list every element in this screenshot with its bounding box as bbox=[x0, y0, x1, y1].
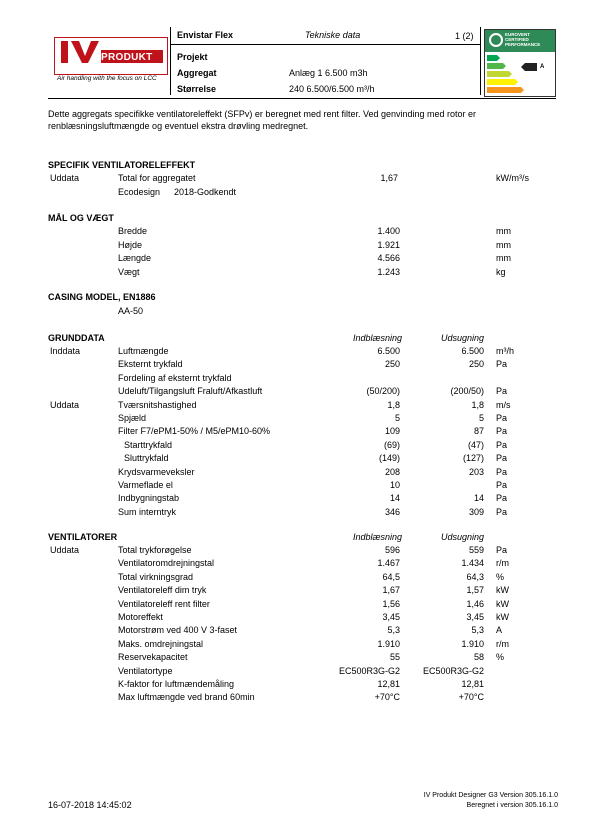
sfp-value: 1,67 bbox=[380, 173, 398, 183]
vent-row-value2: 5,3 bbox=[471, 625, 484, 636]
grund-row-value2: 250 bbox=[468, 359, 484, 370]
vent-row-value2: 58 bbox=[473, 652, 484, 663]
casing-value: AA-50 bbox=[118, 306, 144, 316]
vent-row-value2: 12,81 bbox=[461, 679, 484, 689]
vent-row-unit: r/m bbox=[496, 638, 509, 649]
vent-row-label: Ventilatoreleff rent filter bbox=[118, 598, 210, 609]
ecodesign-value: 2018-Godkendt bbox=[174, 187, 237, 197]
grund-row-value2: 309 bbox=[468, 506, 484, 517]
dims-row-value: 4.566 bbox=[377, 253, 400, 263]
dims-row-label: Højde bbox=[118, 239, 143, 250]
vent-row bbox=[0, 612, 590, 625]
vent-row-value2: 559 bbox=[468, 545, 484, 555]
aggregat-value: Anlæg 1 6.500 m3h bbox=[289, 68, 368, 78]
vent-row-unit: % bbox=[496, 571, 505, 582]
page-number: 1 (2) bbox=[455, 31, 474, 41]
grund-row bbox=[0, 453, 590, 466]
grund-row-unit: Pa bbox=[496, 493, 508, 504]
vent-row-label: Max luftmængde ved brand 60min bbox=[118, 692, 255, 703]
vent-row-label: Motoreffekt bbox=[118, 612, 163, 622]
vent-row-label: Total virkningsgrad bbox=[118, 571, 194, 582]
vent-row-value: 1,56 bbox=[382, 598, 400, 609]
sfp-section-title: SPECIFIK VENTILATORELEFFEKT bbox=[48, 160, 196, 170]
dims-section-title: MÅL OG VÆGT bbox=[48, 213, 114, 223]
grund-row bbox=[0, 467, 590, 480]
grund-row-value: (50/200) bbox=[366, 386, 400, 397]
vent-row-value: EC500R3G-G2 bbox=[338, 665, 400, 676]
grund-row-label: Krydsvarmeveksler bbox=[118, 466, 195, 477]
footer-version: IV Produkt Designer G3 Version 305.16.1.0 bbox=[423, 792, 558, 799]
dims-row-value: 1.243 bbox=[377, 266, 400, 277]
vent-row-value: 1,67 bbox=[382, 585, 400, 596]
vent-row bbox=[0, 652, 590, 665]
vent-row-value: 12,81 bbox=[377, 679, 400, 689]
vent-row bbox=[0, 585, 590, 598]
vent-row bbox=[0, 692, 590, 705]
vent-row-value: 5,3 bbox=[387, 625, 400, 636]
vent-row-value2: EC500R3G-G2 bbox=[422, 665, 484, 676]
doc-type: Tekniske data bbox=[305, 30, 361, 40]
dims-row-value: 1.400 bbox=[377, 226, 400, 236]
energy-rating-arrows bbox=[485, 52, 555, 96]
logo-text: PRODUKT bbox=[101, 52, 153, 63]
dims-row bbox=[0, 253, 590, 266]
dims-row-label: Vægt bbox=[118, 266, 140, 277]
grund-row-value2: 6.500 bbox=[461, 346, 484, 356]
grund-row-label: Tværsnitshastighed bbox=[118, 399, 197, 410]
grund-row-value: 5 bbox=[394, 413, 400, 423]
grund-row-unit: Pa bbox=[496, 426, 508, 437]
grund-row-label: Filter F7/ePM1-50% / M5/ePM10-60% bbox=[118, 426, 271, 437]
dims-row-unit: mm bbox=[496, 253, 511, 263]
size-label: Størrelse bbox=[177, 84, 217, 94]
vent-row-label: Ventilatoromdrejningstal bbox=[118, 558, 215, 569]
dims-row-unit: mm bbox=[496, 239, 511, 250]
grund-row-unit: Pa bbox=[496, 453, 508, 464]
size-value: 240 6.500/6.500 m³/h bbox=[289, 84, 375, 94]
grund-row-value: (149) bbox=[378, 453, 400, 464]
vent-row-label: Motorstrøm ved 400 V 3-faset bbox=[118, 625, 238, 636]
vent-row-value2: 1,57 bbox=[466, 585, 484, 596]
grund-row-label: Starttrykfald bbox=[124, 439, 173, 450]
grund-row-value: 14 bbox=[389, 493, 400, 504]
vent-row-unit: A bbox=[496, 625, 503, 636]
project-label: Projekt bbox=[177, 52, 208, 62]
vent-row-unit: Pa bbox=[496, 545, 508, 555]
sfp-row bbox=[0, 173, 590, 186]
grund-row-unit: Pa bbox=[496, 480, 508, 490]
eurovent-badge bbox=[484, 29, 556, 97]
vent-row-label: Ventilatoreleff dim tryk bbox=[118, 585, 207, 596]
vent-row-label: Total trykforøgelse bbox=[118, 545, 192, 555]
grund-row-value: 250 bbox=[384, 359, 400, 370]
grund-row-value: 208 bbox=[384, 466, 400, 477]
grund-row-value2: (47) bbox=[467, 439, 484, 450]
grund-row-value: 109 bbox=[384, 426, 400, 437]
grund-row-value2: 203 bbox=[468, 466, 484, 477]
vent-row bbox=[0, 679, 590, 692]
footer-datetime: 16-07-2018 14:45:02 bbox=[48, 800, 132, 810]
grund-row-unit: m/s bbox=[496, 399, 511, 410]
grund-row bbox=[0, 507, 590, 520]
aggregat-label: Aggregat bbox=[177, 68, 217, 78]
footer-calc-version: Beregnet i version 305.16.1.0 bbox=[466, 802, 558, 809]
grund-row-value2: 14 bbox=[473, 493, 484, 504]
vent-row-value: 64,5 bbox=[382, 571, 400, 582]
grund-row-unit: Pa bbox=[496, 439, 508, 450]
grund-row-unit: Pa bbox=[496, 506, 508, 517]
ecodesign-row bbox=[0, 187, 590, 200]
grund-row bbox=[0, 386, 590, 399]
dims-row-label: Bredde bbox=[118, 226, 148, 236]
vent-row bbox=[0, 545, 590, 558]
dims-row bbox=[0, 226, 590, 239]
grund-row-label: Udeluft/Tilgangsluft Fraluft/Afkastluft bbox=[118, 386, 263, 397]
grund-row-unit: Pa bbox=[496, 359, 508, 370]
vent-row-label: K-faktor for luftmændemåling bbox=[118, 679, 235, 689]
dims-row-value: 1.921 bbox=[377, 239, 400, 250]
vent-header bbox=[0, 532, 590, 545]
sfp-unit: kW/m³/s bbox=[496, 173, 529, 183]
vent-row-value: 3,45 bbox=[382, 612, 400, 622]
vent-row-value: +70°C bbox=[374, 692, 400, 703]
grund-row bbox=[0, 373, 590, 386]
dims-row bbox=[0, 267, 590, 280]
grund-row-unit: Pa bbox=[496, 466, 508, 477]
grund-row bbox=[0, 359, 590, 372]
grund-row-label: Sum interntryk bbox=[118, 506, 177, 517]
grund-row-group: Uddata bbox=[50, 399, 80, 410]
vent-col1-header: Indblæsning bbox=[352, 532, 402, 542]
vent-row bbox=[0, 599, 590, 612]
grund-row-value: (69) bbox=[383, 439, 400, 450]
vent-row bbox=[0, 625, 590, 638]
sfp-label: Total for aggregatet bbox=[118, 173, 196, 183]
vent-row-label: Maks. omdrejningstal bbox=[118, 638, 204, 649]
intro-text: Dette aggregats specifikke ventilatoreleffekt (SFPv) er beregnet med rent filter. Ved genvinding med rotor er renblæsningsluftmængde og eventuel ekstra drøvling medregnet. bbox=[48, 109, 477, 131]
vent-row-value: 1.910 bbox=[377, 638, 400, 649]
vent-row-unit: r/m bbox=[496, 558, 509, 569]
grund-row bbox=[0, 480, 590, 493]
grund-row bbox=[0, 426, 590, 439]
vent-row-group: Uddata bbox=[50, 545, 80, 555]
grund-row bbox=[0, 493, 590, 506]
grund-row-value2: 5 bbox=[478, 413, 484, 423]
grund-row-value2: (127) bbox=[462, 453, 484, 464]
vent-row bbox=[0, 639, 590, 652]
grund-col2-header: Udsugning bbox=[440, 333, 484, 343]
vent-row-value2: 1.434 bbox=[461, 558, 484, 569]
grund-row-label: Eksternt trykfald bbox=[118, 359, 183, 370]
grund-row-label: Varmeflade el bbox=[118, 480, 173, 490]
logo-tagline: Air handling with the focus on LCC bbox=[57, 75, 157, 82]
grund-row-value: 6.500 bbox=[377, 346, 400, 356]
grund-row-group: Inddata bbox=[50, 346, 81, 356]
vent-row-value2: 3,45 bbox=[466, 612, 484, 622]
grund-row-value: 10 bbox=[389, 480, 400, 490]
grund-row-label: Luftmængde bbox=[118, 346, 169, 356]
vent-row-value2: 1.910 bbox=[461, 638, 484, 649]
grund-row-value: 1,8 bbox=[387, 399, 400, 410]
vent-row bbox=[0, 558, 590, 571]
grund-row-label: Sluttrykfald bbox=[124, 453, 169, 464]
vent-row-label: Reservekapacitet bbox=[118, 652, 188, 663]
grund-row-value2: 1,8 bbox=[471, 399, 484, 410]
grund-row bbox=[0, 400, 590, 413]
grund-row-unit: Pa bbox=[496, 386, 508, 397]
grund-section-title: GRUNDDATA bbox=[48, 333, 105, 343]
dims-row-unit: mm bbox=[496, 226, 511, 236]
grund-row-label: Indbygningstab bbox=[118, 493, 180, 504]
dims-row-label: Længde bbox=[118, 253, 152, 263]
grund-row-unit: m³/h bbox=[496, 346, 514, 356]
grund-row-label: Spjæld bbox=[118, 413, 147, 423]
grund-row bbox=[0, 440, 590, 453]
vent-row bbox=[0, 572, 590, 585]
vent-row-value: 55 bbox=[389, 652, 400, 663]
vent-row bbox=[0, 666, 590, 679]
casing-section-title: CASING MODEL, EN1886 bbox=[48, 292, 156, 302]
vent-col2-header: Udsugning bbox=[440, 532, 484, 542]
badge-rating: A bbox=[540, 64, 545, 70]
vent-row-value2: +70°C bbox=[458, 692, 484, 703]
vent-row-value: 1.467 bbox=[377, 558, 400, 569]
grund-row-unit: Pa bbox=[496, 413, 508, 423]
grund-row-value: 346 bbox=[384, 506, 400, 517]
eurovent-header: EUROVENT CERTIFIED PERFORMANCE bbox=[485, 30, 555, 52]
vent-section-title: VENTILATORER bbox=[48, 532, 118, 542]
vent-row-value2: 64,3 bbox=[466, 571, 484, 582]
product-name: Envistar Flex bbox=[177, 30, 234, 40]
dims-row-unit: kg bbox=[496, 266, 506, 277]
grund-row-value2: (200/50) bbox=[450, 386, 484, 397]
sfp-group: Uddata bbox=[50, 173, 80, 183]
grund-row bbox=[0, 413, 590, 426]
dims-row bbox=[0, 240, 590, 253]
ecodesign-label: Ecodesign bbox=[118, 187, 161, 197]
grund-row-label: Fordeling af eksternt trykfald bbox=[118, 372, 232, 383]
vent-row-value2: 1,46 bbox=[466, 598, 484, 609]
grund-header bbox=[0, 333, 590, 346]
vent-row-unit: kW bbox=[496, 598, 509, 609]
vent-row-unit: kW bbox=[496, 585, 509, 596]
vent-row-unit: % bbox=[496, 652, 505, 663]
grund-row-value2: 87 bbox=[473, 426, 484, 437]
vent-row-value: 596 bbox=[384, 545, 400, 555]
grund-col1-header: Indblæsning bbox=[352, 333, 402, 343]
vent-row-label: Ventilatortype bbox=[118, 665, 173, 676]
grund-row bbox=[0, 346, 590, 359]
vent-row-unit: kW bbox=[496, 612, 509, 622]
